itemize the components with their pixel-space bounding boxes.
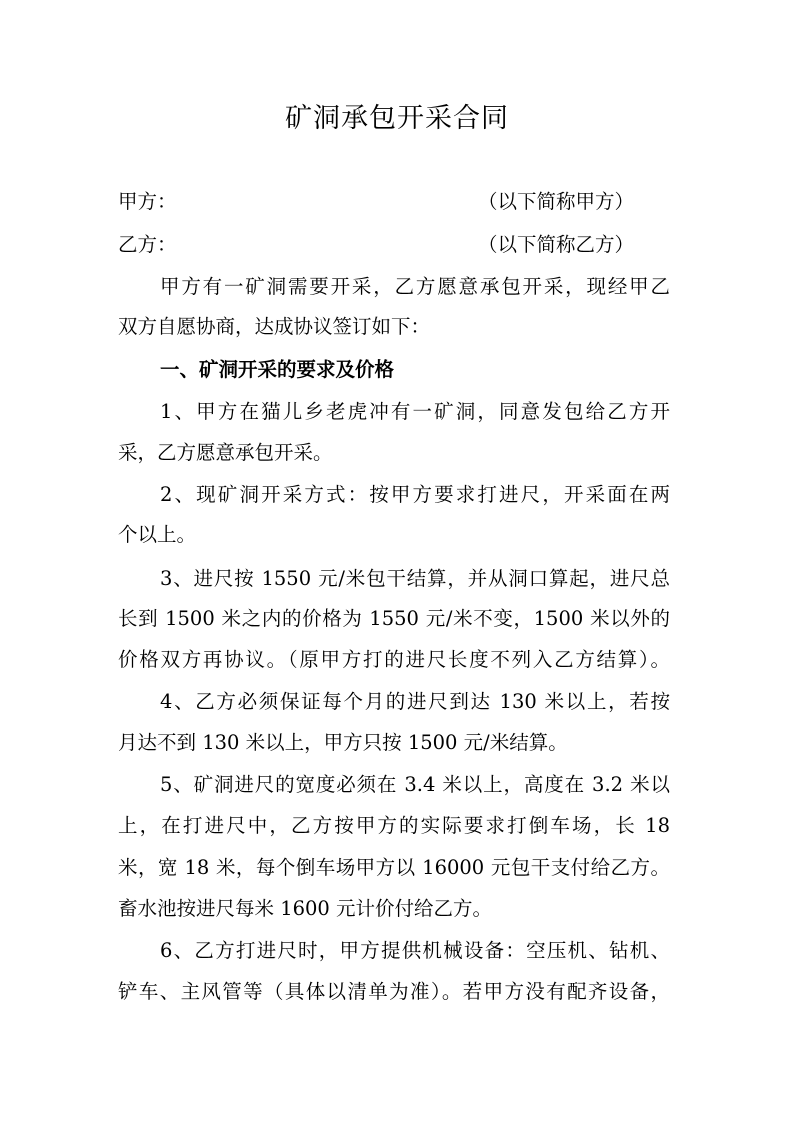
party-a-label: 甲方： bbox=[118, 190, 177, 213]
paragraph-line: 甲方有一矿洞需要开采，乙方愿意承包开采，现经甲乙 bbox=[160, 275, 670, 298]
paragraph-line: 采，乙方愿意承包开采。 bbox=[118, 441, 333, 464]
party-a-note: （以下简称甲方） bbox=[478, 190, 635, 213]
paragraph-line: 5、矿洞进尺的宽度必须在 3.4 米以上，高度在 3.2 米以 bbox=[160, 773, 670, 796]
paragraph-line: 3、进尺按 1550 元/米包干结算，并从洞口算起，进尺总 bbox=[160, 567, 670, 590]
paragraph-line: 价格双方再协议。（原甲方打的进尺长度不列入乙方结算）。 bbox=[118, 648, 670, 671]
paragraph-line: 长到 1500 米之内的价格为 1550 元/米不变，1500 米以外的 bbox=[118, 607, 670, 630]
paragraph-line: 月达不到 130 米以上，甲方只按 1500 元/米结算。 bbox=[118, 731, 568, 754]
paragraph-line: 2、现矿洞开采方式：按甲方要求打进尺，开采面在两 bbox=[160, 483, 670, 506]
section-heading: 一、矿洞开采的要求及价格 bbox=[160, 358, 395, 381]
paragraph-line: 6、乙方打进尺时，甲方提供机械设备：空压机、钻机、 bbox=[160, 939, 670, 962]
paragraph-line: 4、乙方必须保证每个月的进尺到达 130 米以上，若按 bbox=[160, 690, 670, 713]
paragraph-line: 双方自愿协商，达成协议签订如下： bbox=[118, 315, 431, 338]
paragraph-line: 铲车、主风管等（具体以清单为准）。若甲方没有配齐设备， bbox=[118, 980, 670, 1003]
party-b-note: （以下简称乙方） bbox=[478, 233, 635, 256]
paragraph-line: 1、甲方在猫儿乡老虎冲有一矿洞，同意发包给乙方开 bbox=[160, 400, 670, 423]
paragraph-line: 畜水池按进尺每米 1600 元计价付给乙方。 bbox=[118, 897, 493, 920]
paragraph-line: 米，宽 18 米，每个倒车场甲方以 16000 元包干支付给乙方。 bbox=[118, 856, 670, 879]
document-title: 矿洞承包开采合同 bbox=[285, 103, 509, 134]
party-b-label: 乙方： bbox=[118, 233, 177, 256]
paragraph-line: 个以上。 bbox=[118, 523, 197, 546]
paragraph-line: 上，在打进尺中，乙方按甲方的实际要求打倒车场，长 18 bbox=[118, 814, 670, 837]
